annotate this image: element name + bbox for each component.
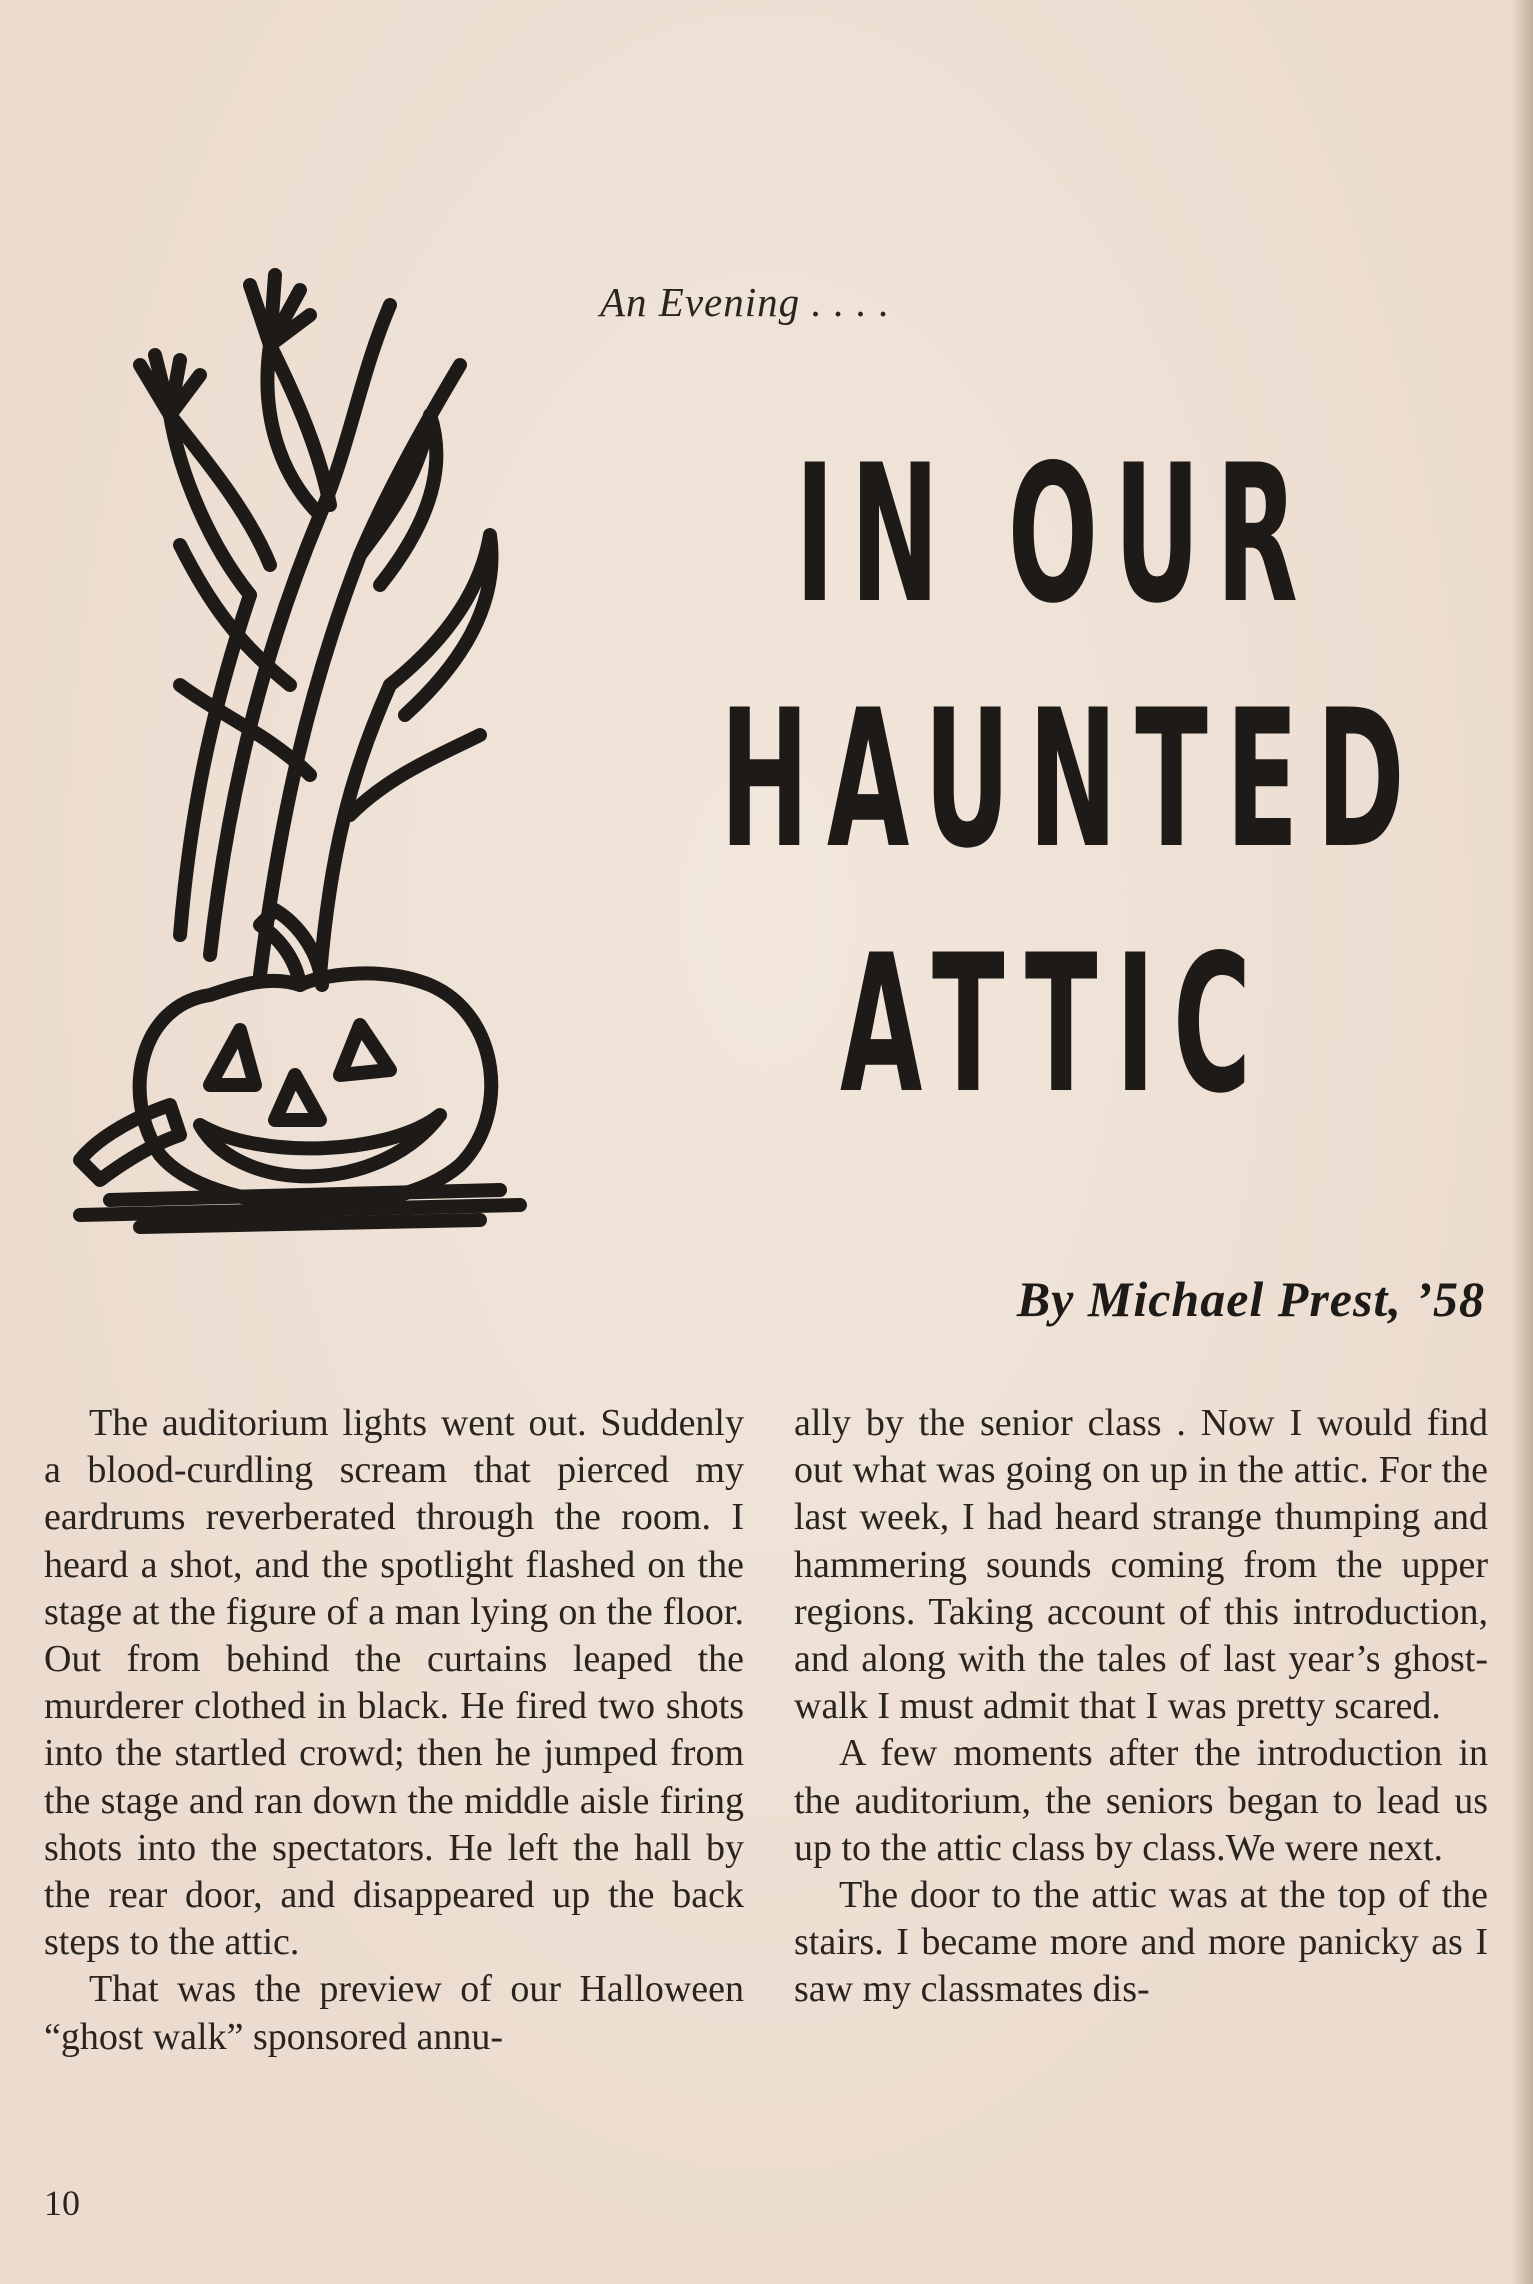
body-column-right [794,1400,1488,2014]
paragraph: A few moments after the introduction in the auditorium, the seniors began to lead us up to the attic class by class.We were next. [794,1732,1488,1869]
paragraph: That was the preview of our Halloween “ghost walk” sponsored annu- [44,1968,744,2058]
paragraph: ally by the senior class . Now I would find out what was going on up in the attic. For the last week, I had heard strange thumping and hammering sounds coming from the upper regions. Taking account of this introduction, and along with the tales of last year’s ghost-walk I must admit that I was pretty scared. [794,1402,1488,1728]
body-column-left [44,1400,744,2061]
article-title-line-3: ATTIC [840,914,1269,1135]
page-edge-shadow [1511,0,1533,2284]
article-kicker: An Evening . . . . [600,279,891,325]
author-byline: By Michael Prest, ’58 [1016,1271,1485,1327]
paragraph: The door to the attic was at the top of the stairs. I became more and more panicky as I saw my classmates dis- [794,1874,1488,2011]
article-title-line-1: IN OUR [795,424,1314,645]
cornstalk-jack-o-lantern-icon [60,215,540,1235]
article-title-line-2: HAUNTED [720,669,1423,890]
paragraph: The auditorium lights went out. Suddenly a blood-curdling scream that pierced my eardrums reverberated through the room. I heard a shot, and the spotlight flashed on the stage at the figure of a man lying on the floor. Out from behind the curtains leaped the murderer clothed in black. He fired two shots into the startled crowd; then he jumped from the stage and ran down the middle aisle firing shots into the spectators. He left the hall by the rear door, and disappeared up the back steps to the attic. [44,1402,744,1964]
page-number: 10 [44,2183,80,2223]
